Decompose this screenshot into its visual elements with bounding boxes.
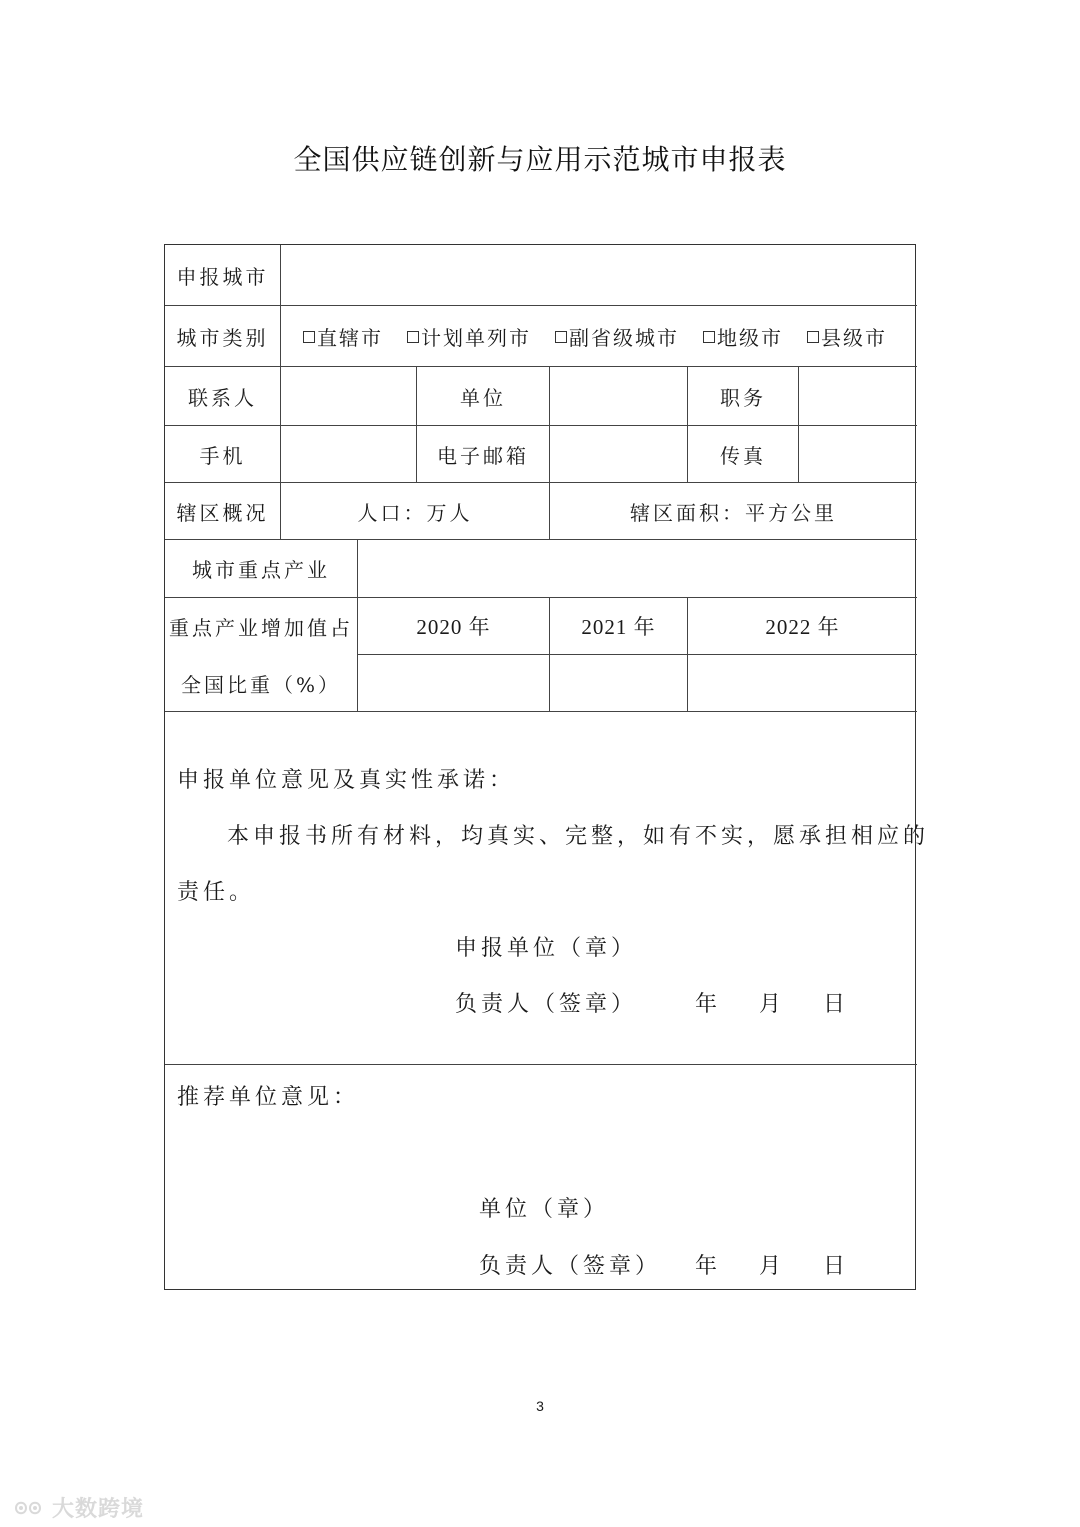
watermark xyxy=(10,1492,144,1523)
applicant-heading: 申报单位意见及真实性承诺： xyxy=(177,768,516,793)
city-label: 申报城市 xyxy=(176,264,269,289)
application-form-table xyxy=(164,244,930,1290)
position-input[interactable] xyxy=(799,367,917,425)
checkbox-icon[interactable] xyxy=(303,331,315,343)
checkbox-icon[interactable] xyxy=(703,331,715,343)
applicant-statement-line1: 本申报书所有材料，均真实、完整，如有不实，愿承担相应的 xyxy=(227,824,930,849)
recommender-day: 日 xyxy=(823,1254,850,1279)
share-2020-input[interactable] xyxy=(358,655,549,711)
row-divider xyxy=(165,1064,917,1065)
recommender-year: 年 xyxy=(695,1254,722,1279)
email-input[interactable] xyxy=(550,426,687,482)
position-label: 职务 xyxy=(720,385,766,410)
contact-label: 联系人 xyxy=(188,385,257,410)
city-input[interactable] xyxy=(281,245,917,305)
area-field[interactable]: 辖区面积：平方公里 xyxy=(630,500,837,525)
applicant-seal: 申报单位（章） xyxy=(455,936,638,961)
share-2021-input[interactable] xyxy=(550,655,687,711)
city-type-option[interactable]: 副省级城市 xyxy=(555,322,679,351)
mobile-input[interactable] xyxy=(281,426,416,482)
email-label: 电子邮箱 xyxy=(437,443,529,468)
watermark-text: 大数跨境 xyxy=(52,1497,145,1522)
recommender-heading: 推荐单位意见： xyxy=(177,1085,360,1110)
fax-input[interactable] xyxy=(799,426,917,482)
population-field[interactable]: 人口：万人 xyxy=(357,500,473,525)
contact-input[interactable] xyxy=(281,367,416,425)
share-2022-input[interactable] xyxy=(688,655,917,711)
share-label-line2: 全国比重（%） xyxy=(180,672,341,697)
recommender-seal: 单位（章） xyxy=(479,1197,610,1222)
checkbox-icon[interactable] xyxy=(407,331,419,343)
form-title: 全国供应链创新与应用示范城市申报表 xyxy=(293,143,787,176)
row-divider xyxy=(165,711,917,712)
applicant-signer: 负责人（签章） xyxy=(455,992,638,1017)
watermark-logo-icon xyxy=(10,1497,46,1519)
unit-input[interactable] xyxy=(550,367,687,425)
year-2022-header: 2022 年 xyxy=(765,615,840,639)
applicant-day: 日 xyxy=(823,992,850,1017)
district-label: 辖区概况 xyxy=(176,500,269,525)
checkbox-icon[interactable] xyxy=(555,331,567,343)
fax-label: 传真 xyxy=(720,443,766,468)
checkbox-icon[interactable] xyxy=(807,331,819,343)
year-2021-header: 2021 年 xyxy=(581,615,656,639)
city-type-option[interactable]: 计划单列市 xyxy=(407,322,531,351)
city-type-option[interactable]: 地级市 xyxy=(703,322,783,351)
page-number: 3 xyxy=(536,1398,544,1414)
city-type-options xyxy=(303,306,917,366)
recommender-month: 月 xyxy=(759,1254,786,1279)
city-type-option[interactable]: 直辖市 xyxy=(303,322,383,351)
unit-label: 单位 xyxy=(460,385,506,410)
key-industry-label: 城市重点产业 xyxy=(192,558,330,582)
recommender-signer: 负责人（签章） xyxy=(479,1254,662,1279)
city-type-option[interactable]: 县级市 xyxy=(807,322,887,351)
city-type-label: 城市类别 xyxy=(176,325,269,350)
applicant-year: 年 xyxy=(695,992,722,1017)
applicant-month: 月 xyxy=(759,992,786,1017)
mobile-label: 手机 xyxy=(199,443,246,468)
share-label-line1: 重点产业增加值占 xyxy=(169,615,353,640)
key-industry-input[interactable] xyxy=(358,540,917,597)
year-2020-header: 2020 年 xyxy=(416,615,491,639)
applicant-statement-line2: 责任。 xyxy=(177,880,256,905)
